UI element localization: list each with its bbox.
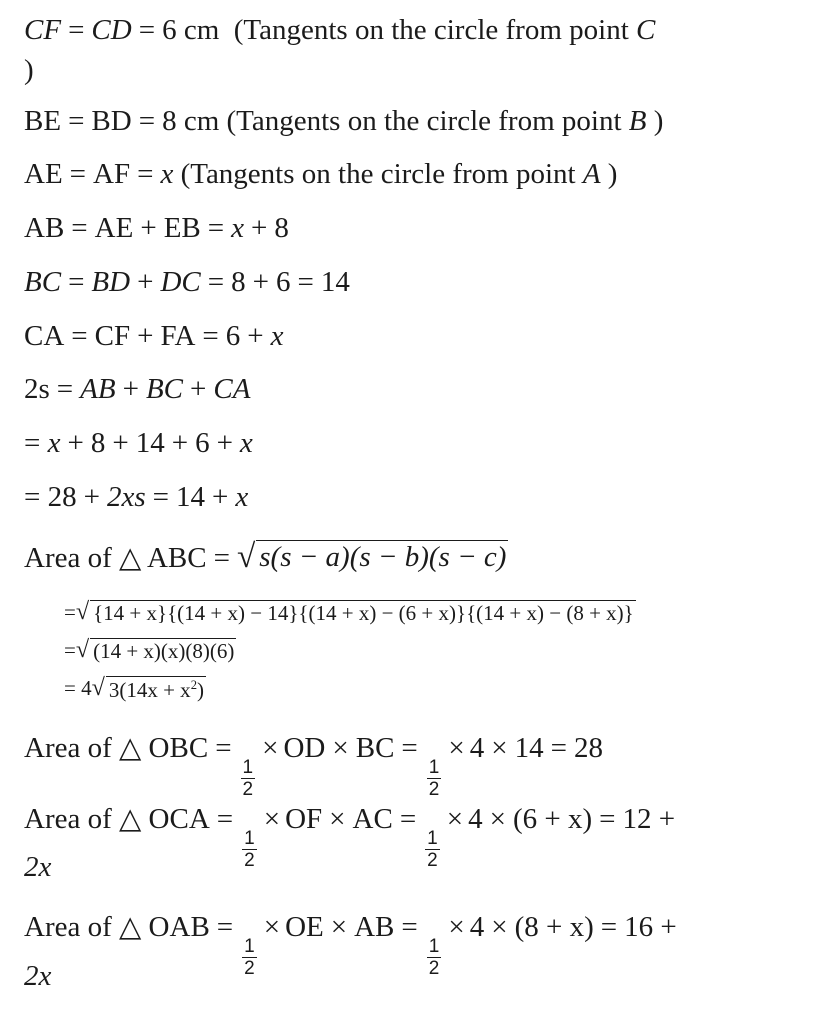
note: (Tangents on the circle from point — [233, 14, 629, 46]
equals: = — [550, 732, 567, 764]
plus: + — [171, 427, 189, 459]
times: × — [262, 732, 279, 764]
segment: AB — [80, 373, 116, 405]
segment: AC — [352, 803, 393, 835]
segment: FA — [160, 320, 196, 352]
fraction: $\frac{1}{2}$ — [244, 935, 255, 979]
result: 12 + — [622, 803, 676, 835]
note: (Tangents on the circle from point — [180, 158, 576, 190]
times: × — [491, 732, 508, 764]
times: × — [330, 911, 348, 943]
term: 14 — [135, 427, 165, 459]
term: 4 — [469, 732, 485, 764]
equals: = — [68, 105, 85, 137]
term: 4 — [468, 803, 483, 835]
equals: = — [297, 266, 314, 298]
term: 14 — [514, 732, 544, 764]
plus: + — [247, 320, 264, 352]
tangent-line-c — [24, 16, 655, 45]
equals: = — [202, 320, 219, 352]
equals: = — [137, 158, 154, 190]
sqrt-icon: √ {14 + x}{(14 + x) − 14}{(14 + x) − (6 + x)}{(14 + x) − (8 + x)} — [75, 598, 634, 625]
segment: BC — [145, 373, 184, 405]
area-oab — [24, 913, 677, 979]
tangent-line-c-close — [24, 56, 34, 85]
term: x — [239, 427, 253, 459]
equals: = — [68, 14, 85, 46]
term: (6 + x) — [512, 803, 593, 835]
segment: BD — [91, 105, 132, 137]
perimeter-line — [24, 375, 250, 404]
times: × — [332, 732, 349, 764]
segment: BD — [91, 266, 131, 298]
plus: + — [83, 481, 100, 513]
point: B — [628, 105, 647, 137]
term: x — [231, 212, 244, 244]
equals: = — [215, 732, 232, 764]
equals: = — [69, 158, 87, 190]
close-paren: ) — [24, 54, 34, 86]
term: 4 — [469, 911, 485, 943]
area-label: Area of △ OAB — [24, 911, 210, 943]
times: × — [329, 803, 346, 835]
plus: + — [190, 373, 207, 405]
exponent: 2 — [190, 678, 197, 692]
area-oca-cont: 2x — [24, 851, 52, 883]
equals: = — [64, 676, 76, 700]
segment: AE — [24, 158, 63, 190]
area-label: Area of △ OCA — [24, 803, 210, 835]
sqrt-arg: 3(14x + x — [108, 678, 191, 702]
segment: AF — [93, 158, 131, 190]
equals: = — [24, 427, 41, 459]
times: × — [491, 911, 508, 943]
sqrt-arg: {14 + x}{(14 + x) − 14}{(14 + x) − (6 + x)}{(14 + x) − (8 + x)} — [90, 600, 636, 624]
plus: + — [137, 320, 154, 352]
sqrt-arg: s(s − a)(s − b)(s − c) — [256, 540, 508, 573]
times: × — [263, 803, 281, 835]
equals: = — [71, 320, 88, 352]
segment: AE — [94, 212, 134, 244]
times: × — [446, 803, 464, 835]
fraction: $\frac{1}{2}$ — [427, 827, 438, 871]
equals: = — [138, 14, 156, 46]
segment: DC — [160, 266, 201, 298]
segment: OE — [285, 911, 324, 943]
term: 2xs — [106, 481, 146, 513]
segment: BC — [355, 732, 395, 764]
term: 6 — [225, 320, 241, 352]
term: 2s — [24, 373, 50, 405]
term: x — [47, 427, 61, 459]
plus: + — [216, 427, 233, 459]
term: 14 — [320, 266, 350, 298]
value: 6 cm — [162, 14, 220, 46]
tangent-line-a — [24, 160, 617, 189]
note: (Tangents on the circle from point — [226, 105, 622, 137]
area-oab-cont: 2x — [24, 960, 52, 992]
term: x — [235, 481, 249, 513]
plus: + — [252, 266, 269, 298]
area-obc — [24, 734, 603, 800]
sqrt-icon: √ $3(14x + x^2)$ — [91, 674, 204, 702]
equals: = — [207, 212, 225, 244]
segment: CA — [213, 373, 251, 405]
fraction: $\frac{1}{2}$ — [428, 935, 440, 979]
times: × — [263, 911, 281, 943]
times: × — [448, 732, 465, 764]
equals: = — [152, 481, 169, 513]
plus: + — [112, 427, 129, 459]
sqrt-arg: (14 + x)(x)(8)(6) — [90, 638, 236, 662]
equals: = — [401, 732, 418, 764]
side-ab — [24, 214, 289, 243]
plus: + — [250, 212, 268, 244]
value: 8 cm — [162, 105, 220, 137]
equals: = — [207, 266, 225, 298]
times: × — [448, 911, 465, 943]
sqrt-icon: √ (14 + x)(x)(8)(6) — [75, 636, 235, 663]
close-paren: ) — [653, 105, 664, 137]
sum-line — [24, 429, 253, 458]
heron-step-1 — [64, 600, 636, 624]
sqrt-icon: √ s(s − a)(s − b)(s − c) — [236, 538, 507, 575]
segment: CF — [94, 320, 131, 352]
term: 28 — [47, 481, 77, 513]
area-oca — [24, 805, 675, 871]
equals: = — [64, 638, 76, 662]
term: 8 — [231, 266, 246, 298]
plus: + — [212, 481, 229, 513]
segment: EB — [163, 212, 201, 244]
area-label: Area of △ ABC — [24, 542, 207, 574]
equals: = — [600, 911, 618, 943]
plus: + — [137, 266, 154, 298]
equals: = — [213, 542, 230, 574]
equals: = — [64, 600, 76, 624]
result-line — [24, 483, 248, 512]
heron-step-3 — [64, 676, 206, 701]
coef: 4 — [81, 676, 92, 700]
plus: + — [67, 427, 84, 459]
point: A — [582, 158, 601, 190]
result: 28 — [573, 732, 603, 764]
segment: OD — [283, 732, 326, 764]
segment: CD — [91, 14, 132, 46]
equals: = — [216, 803, 234, 835]
term: 8 — [90, 427, 106, 459]
equals: = — [138, 105, 156, 137]
segment: BE — [24, 105, 62, 137]
term: 6 — [275, 266, 291, 298]
fraction: $\frac{1}{2}$ — [428, 756, 440, 800]
term: 14 — [176, 481, 205, 513]
tangent-line-b — [24, 107, 663, 136]
equals: = — [71, 212, 88, 244]
equals: = — [68, 266, 85, 298]
segment: CA — [24, 320, 65, 352]
fraction: $\frac{1}{2}$ — [242, 756, 254, 800]
term: 8 — [274, 212, 289, 244]
segment: AB — [24, 212, 65, 244]
plus: + — [140, 212, 157, 244]
term: (8 + x) — [514, 911, 594, 943]
term: 6 — [195, 427, 210, 459]
term: x — [270, 320, 284, 352]
value: x — [160, 158, 174, 190]
area-label: Area of △ OBC — [24, 732, 209, 764]
heron-step-2 — [64, 638, 236, 662]
side-ca — [24, 322, 284, 351]
fraction: $\frac{1}{2}$ — [244, 827, 255, 871]
close-paren: ) — [607, 158, 618, 190]
equals: = — [56, 373, 74, 405]
result: 16 + — [624, 911, 677, 943]
equals: = — [401, 911, 418, 943]
segment: BC — [24, 266, 62, 298]
segment: CF — [24, 14, 62, 46]
segment: AB — [354, 911, 395, 943]
equals: = — [599, 803, 616, 835]
close-paren: ) — [196, 678, 204, 702]
segment: OF — [285, 803, 323, 835]
heron-formula — [24, 540, 508, 573]
times: × — [489, 803, 506, 835]
side-bc — [24, 268, 350, 297]
plus: + — [122, 373, 139, 405]
equals: = — [216, 911, 234, 943]
point: C — [636, 14, 656, 46]
equals: = — [399, 803, 417, 835]
equals: = — [24, 481, 41, 513]
